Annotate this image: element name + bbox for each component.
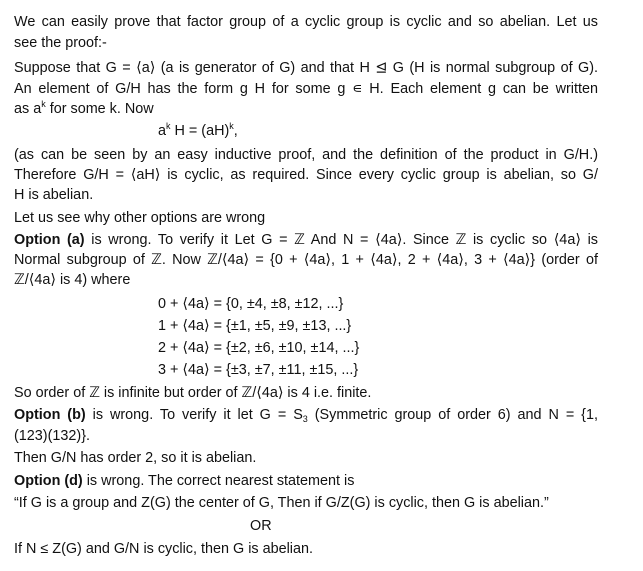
text-line: So order of ℤ is infinite but order of ℤ/⟨4a⟩ is 4 i.e. finite. bbox=[14, 385, 372, 401]
text-run: for some k. Now bbox=[45, 101, 154, 117]
text-line: H is abelian. bbox=[14, 187, 94, 203]
superscript: k bbox=[229, 121, 234, 131]
text-line: (as can be seen by an easy inductive proof, and the definition of the product in G/H.) bbox=[14, 147, 598, 163]
coset-line: 3 + ⟨4a⟩ = {±3, ±7, ±11, ±15, ...} bbox=[158, 362, 359, 378]
or-separator: OR bbox=[250, 518, 272, 534]
text-line: (123)(132)}. bbox=[14, 428, 90, 444]
coset-line: 1 + ⟨4a⟩ = {±1, ±5, ±9, ±13, ...} bbox=[158, 318, 352, 334]
option-d-label: Option (d) bbox=[14, 473, 83, 489]
text-line: Therefore G/H = ⟨aH⟩ is cyclic, as required. Since every cyclic group is abelian, so G/ bbox=[14, 167, 598, 183]
option-b-label: Option (b) bbox=[14, 407, 86, 423]
text-run: is wrong. To verify it let G = S bbox=[85, 407, 303, 423]
superscript: k bbox=[166, 121, 171, 131]
text-line: see the proof:- bbox=[14, 35, 107, 51]
text-run: H = (aH) bbox=[170, 123, 230, 139]
superscript: k bbox=[41, 99, 46, 109]
quote-line: “If G is a group and Z(G) the center of G, Then if G/Z(G) is cyclic, then G is abelian.” bbox=[14, 495, 549, 511]
text-line: If N ≤ Z(G) and G/N is cyclic, then G is abelian. bbox=[14, 541, 313, 557]
text-line bbox=[14, 230, 598, 250]
text-line: Then G/N has order 2, so it is abelian. bbox=[14, 450, 257, 466]
text-line bbox=[14, 471, 598, 491]
text-run: is wrong. The correct nearest statement is bbox=[82, 473, 355, 489]
coset-line: 2 + ⟨4a⟩ = {±2, ±6, ±10, ±14, ...} bbox=[158, 340, 360, 356]
equation bbox=[158, 121, 238, 141]
text-run: a bbox=[158, 123, 167, 139]
text-line bbox=[14, 405, 598, 425]
text-line bbox=[14, 99, 598, 119]
text-line: Suppose that G = ⟨a⟩ (a is generator of G) and that H ⊴ G (H is normal subgroup of G). bbox=[14, 60, 598, 76]
text-run: as a bbox=[14, 101, 42, 117]
text-run: , bbox=[233, 123, 238, 139]
text-line: We can easily prove that factor group of a cyclic group is cyclic and so abelian. Let us bbox=[14, 14, 598, 30]
coset-line: 0 + ⟨4a⟩ = {0, ±4, ±8, ±12, ...} bbox=[158, 296, 344, 312]
text-run: (Symmetric group of order 6) and N = {1, bbox=[307, 407, 598, 423]
subscript: 3 bbox=[302, 414, 308, 424]
text-line: An element of G/H has the form g H for some g ∊ H. Each element g can be written bbox=[14, 81, 598, 97]
text-line: Normal subgroup of ℤ. Now ℤ/⟨4a⟩ = {0 + ⟨4a⟩, 1 + ⟨4a⟩, 2 + ⟨4a⟩, 3 + ⟨4a⟩} (order of bbox=[14, 252, 598, 268]
text-run: is wrong. To verify it Let G = ℤ And N = ⟨4a⟩. Since ℤ is cyclic so ⟨4a⟩ is bbox=[84, 232, 598, 248]
text-line: ℤ/⟨4a⟩ is 4) where bbox=[14, 272, 131, 288]
text-line: Let us see why other options are wrong bbox=[14, 210, 266, 226]
option-a-label: Option (a) bbox=[14, 232, 85, 248]
